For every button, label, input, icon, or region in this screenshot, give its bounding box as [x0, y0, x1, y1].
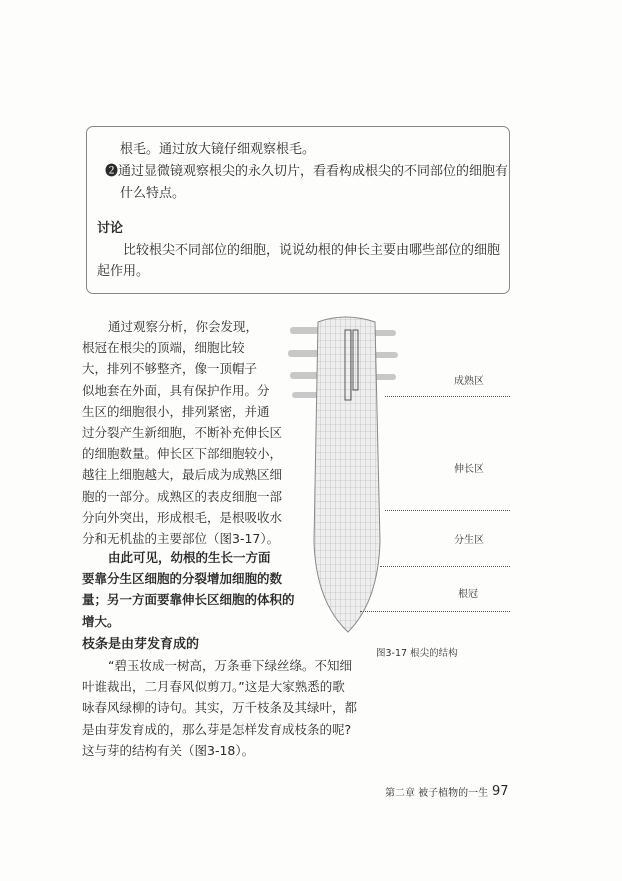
activity-line: ❷通过显微镜观察根尖的永久切片，看看构成根尖的不同部位的细胞有	[105, 164, 509, 179]
page-number: 97	[492, 784, 509, 799]
label-meristem-zone: 分生区	[454, 535, 484, 546]
zone-divider	[380, 566, 510, 567]
zone-divider	[385, 396, 510, 397]
text-line: 的细胞数量。伸长区下部细胞较小，	[82, 446, 283, 462]
text-line: 胞的一部分。成熟区的表皮细胞一部	[82, 488, 283, 504]
text-line: 增大。	[82, 613, 120, 629]
text-line: 通过观察分析，你会发现，	[108, 319, 259, 334]
section-title: 枝条是由芽发育成的	[82, 637, 200, 652]
text-line: 要靠分生区细胞的分裂增加细胞的数	[82, 571, 283, 587]
text-line: 越往上细胞越大，最后成为成熟区细	[82, 467, 283, 483]
zone-divider	[385, 510, 510, 511]
text-line: 由此可见，幼根的生长一方面	[108, 550, 271, 565]
text-line: 生区的细胞很小，排列紧密，并通	[82, 403, 270, 419]
text-line: 是由芽发育成的，那么芽是怎样发育成枝条的呢?	[82, 721, 352, 737]
activity-line: 什么特点。	[120, 186, 186, 201]
label-elongation-zone: 伸长区	[454, 464, 484, 475]
discussion-line: 比较根尖不同部位的细胞，说说幼根的伸长主要由哪些部位的细胞	[123, 243, 501, 258]
text-line: 似地套在外面，具有保护作用。分	[82, 382, 270, 398]
text-line: 大，排列不够整齐，像一顶帽子	[82, 361, 258, 377]
discussion-line: 起作用。	[97, 264, 150, 279]
text-line: 叶谁裁出，二月春风似剪刀。”这是大家熟悉的歌	[82, 679, 345, 695]
text-line: “碧玉妆成一树高，万条垂下绿丝绦。不知细	[108, 658, 352, 673]
footer-chapter: 第二章 被子植物的一生	[385, 788, 489, 799]
root-tip-illustration	[280, 312, 410, 637]
label-root-cap: 根冠	[458, 589, 478, 600]
figure-caption: 图3-17 根尖的结构	[376, 648, 458, 659]
text-line: 分向外突出，形成根毛，是根吸收水	[82, 509, 283, 525]
discussion-title: 讨论	[97, 221, 124, 236]
label-maturation-zone: 成熟区	[454, 376, 484, 387]
text-line: 这与芽的结构有关（图3-18）。	[82, 742, 255, 758]
text-line: 量；另一方面要靠伸长区细胞的体积的	[82, 592, 295, 608]
text-line: 咏春风绿柳的诗句。其实，万千枝条及其绿叶，都	[82, 700, 358, 716]
text-line: 根冠在根尖的顶端，细胞比较	[82, 340, 245, 356]
activity-line: 根毛。通过放大镜仔细观察根毛。	[120, 142, 316, 157]
text-line: 分和无机盐的主要部位（图3-17）。	[82, 531, 280, 546]
zone-divider	[360, 611, 510, 612]
text-line: 过分裂产生新细胞，不断补充伸长区	[82, 425, 283, 440]
